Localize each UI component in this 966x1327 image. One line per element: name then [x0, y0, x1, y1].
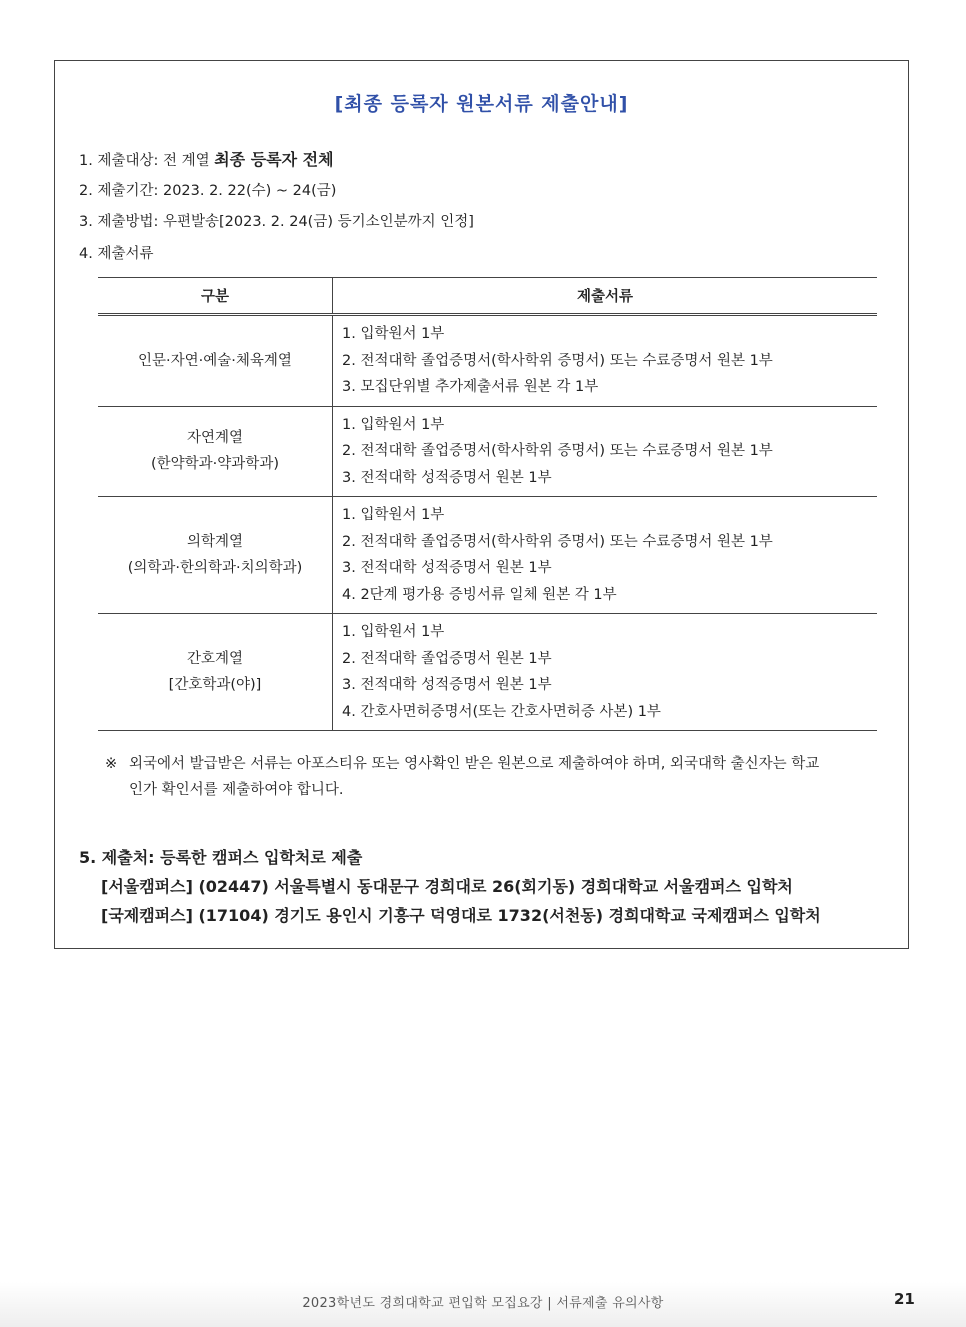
list-item: 2. 전적대학 졸업증명서(학사학위 증명서) 또는 수료증명서 원본 1부	[342, 533, 773, 550]
documents-cell	[333, 497, 878, 614]
category-cell: 인문·자연·예술·체육계열	[98, 315, 333, 407]
page-number: 21	[894, 1290, 915, 1308]
item-method: 3. 제출방법: 우편발송[2023. 2. 24(금) 등기소인분까지 인정]	[79, 214, 474, 230]
global-campus-address: [국제캠퍼스] (17104) 경기도 용인시 기흥구 덕영대로 1732(서천동) 경희대학교 국제캠퍼스 입학처	[101, 906, 821, 925]
list-item: 3. 전적대학 성적증명서 원본 1부	[342, 677, 552, 693]
page-footer: 2023학년도 경희대학교 편입학 모집요강 | 서류제출 유의사항	[302, 1296, 664, 1311]
documents-cell	[333, 614, 878, 731]
header-documents: 제출서류	[333, 278, 878, 315]
category-cell: 자연계열 (한약학과·약과학과)	[98, 406, 333, 497]
table-row	[98, 406, 877, 497]
list-item: 1. 입학원서 1부	[342, 507, 445, 523]
item-target-bold: 최종 등록자 전체	[214, 150, 334, 169]
foreign-documents-note	[105, 751, 895, 803]
list-item: 3. 모집단위별 추가제출서류 원본 각 1부	[342, 379, 599, 395]
table-row	[98, 497, 877, 614]
list-item: 2. 전적대학 졸업증명서 원본 1부	[342, 650, 552, 667]
header-category: 구분	[98, 278, 333, 315]
item-period: 2. 제출기간: 2023. 2. 22(수) ~ 24(금)	[79, 183, 337, 199]
note-line-2: 인가 확인서를 제출하여야 합니다.	[129, 782, 344, 798]
table-row	[98, 315, 877, 407]
list-item: 4. 2단계 평가용 증빙서류 일체 원본 각 1부	[342, 586, 617, 603]
list-item: 1. 입학원서 1부	[342, 326, 445, 342]
documents-cell	[333, 315, 878, 407]
notice-title: [최종 등록자 원본서류 제출안내]	[334, 93, 629, 115]
category-cell: 의학계열 (의학과·한의학과·치의학과)	[98, 497, 333, 614]
notice-box	[54, 60, 909, 949]
item-target: 1. 제출대상: 전 계열 최종 등록자 전체	[79, 150, 334, 169]
reference-mark-icon: ※	[105, 756, 118, 772]
list-item: 2. 전적대학 졸업증명서(학사학위 증명서) 또는 수료증명서 원본 1부	[342, 443, 773, 459]
documents-cell	[333, 406, 878, 497]
category-cell: 간호계열 [간호학과(야)]	[98, 614, 333, 731]
note-line-1: 외국에서 발급받은 서류는 아포스티유 또는 영사확인 받은 원본으로 제출하여야 하며, 외국대학 출신자는 학교	[129, 756, 820, 772]
item-documents: 4. 제출서류	[79, 246, 154, 262]
submission-address-section	[79, 843, 821, 930]
list-item: 2. 전적대학 졸업증명서(학사학위 증명서) 또는 수료증명서 원본 1부	[342, 352, 773, 369]
list-item: 3. 전적대학 성적증명서 원본 1부	[342, 469, 552, 486]
table-header-row	[98, 278, 877, 315]
list-item: 4. 간호사면허증명서(또는 간호사면허증 사본) 1부	[342, 703, 661, 720]
seoul-campus-address: [서울캠퍼스] (02447) 서울특별시 동대문구 경희대로 26(회기동) 경희대학교 서울캠퍼스 입학처	[101, 877, 793, 896]
submission-heading: 5. 제출처: 등록한 캠퍼스 입학처로 제출	[79, 848, 363, 867]
list-item: 3. 전적대학 성적증명서 원본 1부	[342, 560, 552, 576]
list-item: 1. 입학원서 1부	[342, 624, 445, 640]
list-item: 1. 입학원서 1부	[342, 416, 445, 433]
documents-table	[98, 277, 877, 731]
table-row	[98, 614, 877, 731]
